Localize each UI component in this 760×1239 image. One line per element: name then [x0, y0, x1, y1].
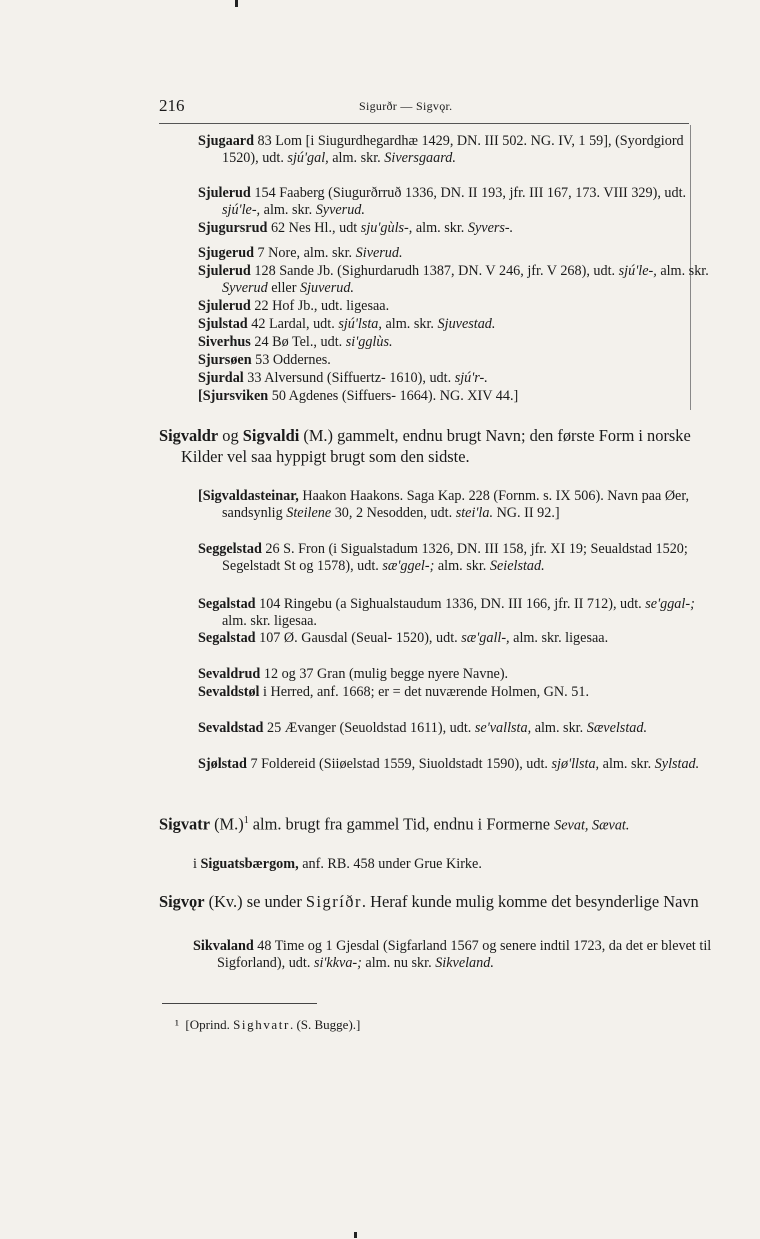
entry-sikvaland: Sikvaland 48 Time og 1 Gjesdal (Sigfarland 1567 og senere indtil 1723, da det er blevet til Sigforland), udt. si'kkva-; alm. nu skr. Sikveland. [193, 938, 712, 972]
page-header [159, 96, 689, 124]
entry-sjolstad: Sjølstad 7 Foldereid (Siiøelstad 1559, Siuoldstadt 1590), udt. sjø'llsta, alm. skr. Sylstad. [198, 756, 700, 772]
scan-mark-bottom [354, 1232, 357, 1238]
entry-sigvor: Sigvǫr (Kv.) se under Sigríðr. Heraf kunde mulig komme det besynderlige Navn [159, 892, 699, 911]
entry-sevaldrud: Sevaldrud 12 og 37 Gran (mulig begge nyere Navne). [198, 666, 509, 682]
footnote: ¹ [Oprind. Sighvatr. (S. Bugge).] [175, 1017, 361, 1032]
entry-siguatsbaergom: i Siguatsbærgom, anf. RB. 458 under Grue Kirke. [193, 856, 482, 872]
entry-sjugursrud: Sjugursrud 62 Nes Hl., udt sju'gùls-, alm. skr. Syvers-. [198, 220, 514, 236]
entry-sjugerud: Sjugerud 7 Nore, alm. skr. Siverud. [198, 245, 403, 261]
entry-sigvatr: Sigvatr $(M.)^1$ alm. brugt fra gammel Tid, endnu i Formerne Sevat, Sævat. [159, 814, 630, 834]
entry-sjurdal: Sjurdal 33 Alversund (Siffuertz- 1610), udt. sjú'r-. [198, 370, 488, 386]
entry-segalstad-107: Segalstad 107 Ø. Gausdal (Seual- 1520), udt. sæ'gall-, alm. skr. ligesaa. [198, 630, 609, 646]
entry-sjursoen: Sjursøen 53 Oddernes. [198, 352, 331, 368]
footnote-rule [162, 1003, 317, 1004]
entry-sjulerud-128: Sjulerud 128 Sande Jb. (Sighurdarudh 1387, DN. V 246, jfr. V 268), udt. sjú'le-, alm. skr. Syverud eller Sjuverud. [198, 263, 709, 297]
entry-sjulstad: Sjulstad 42 Lardal, udt. sjú'lsta, alm. skr. Sjuvestad. [198, 316, 496, 332]
entry-sjugaard: Sjugaard 83 Lom [i Siugurdhegardhæ 1429, DN. III 502. NG. IV, 1 59], (Syordgiord 1520), udt. sjú'gal, alm. skr. Siversgaard. [198, 133, 684, 167]
entry-sjulerud-22: Sjulerud 22 Hof Jb., udt. ligesaa. [198, 298, 390, 314]
entry-seggelstad: Seggelstad 26 S. Fron (i Sigualstadum 1326, DN. III 158, jfr. XI 19; Seualdstad 1520; Segelstadt St og 1578), udt. sæ'ggel-; alm. skr. Seielstad. [198, 541, 688, 575]
entry-siverhus: Siverhus 24 Bø Tel., udt. si'gglùs. [198, 334, 393, 350]
entry-sjulerud-154: Sjulerud 154 Faaberg (Siugurðrruð 1336, DN. II 193, jfr. III 167, 173. VIII 329), udt. sjú'le-, alm. skr. Syverud. [198, 185, 687, 219]
page-number: 216 [159, 96, 185, 115]
header-rule [159, 123, 689, 124]
entry-sjursviken: [Sjursviken 50 Agdenes (Siffuers- 1664). NG. XIV 44.] [198, 388, 519, 404]
entry-sevaldstad: Sevaldstad 25 Ævanger (Seuoldstad 1611), udt. se'vallsta, alm. skr. Sævelstad. [198, 720, 648, 736]
entry-sigvaldasteinar: [Sigvaldasteinar, Haakon Haakons. Saga Kap. 228 (Fornm. s. IX 506). Navn paa Øer, sandsynlig Steilene 30, 2 Nesodden, udt. stei'la. NG. II 92.] [198, 488, 690, 522]
entry-sigvaldr: Sigvaldr og Sigvaldi (M.) gammelt, endnu brugt Navn; den første Form i norske Kilder vel saa hyppigt brugt som den sidste. [159, 426, 691, 466]
entry-sevaldstol: Sevaldstøl i Herred, anf. 1668; er = det nuværende Holmen, GN. 51. [198, 684, 589, 700]
scan-mark-top [235, 0, 238, 7]
running-head: Sigurðr — Sigvǫr. [359, 99, 453, 113]
entry-segalstad-104: Segalstad 104 Ringebu (a Sighualstaudum 1336, DN. III 166, jfr. II 712), udt. se'ggal-; alm. skr. ligesaa. [198, 596, 695, 630]
